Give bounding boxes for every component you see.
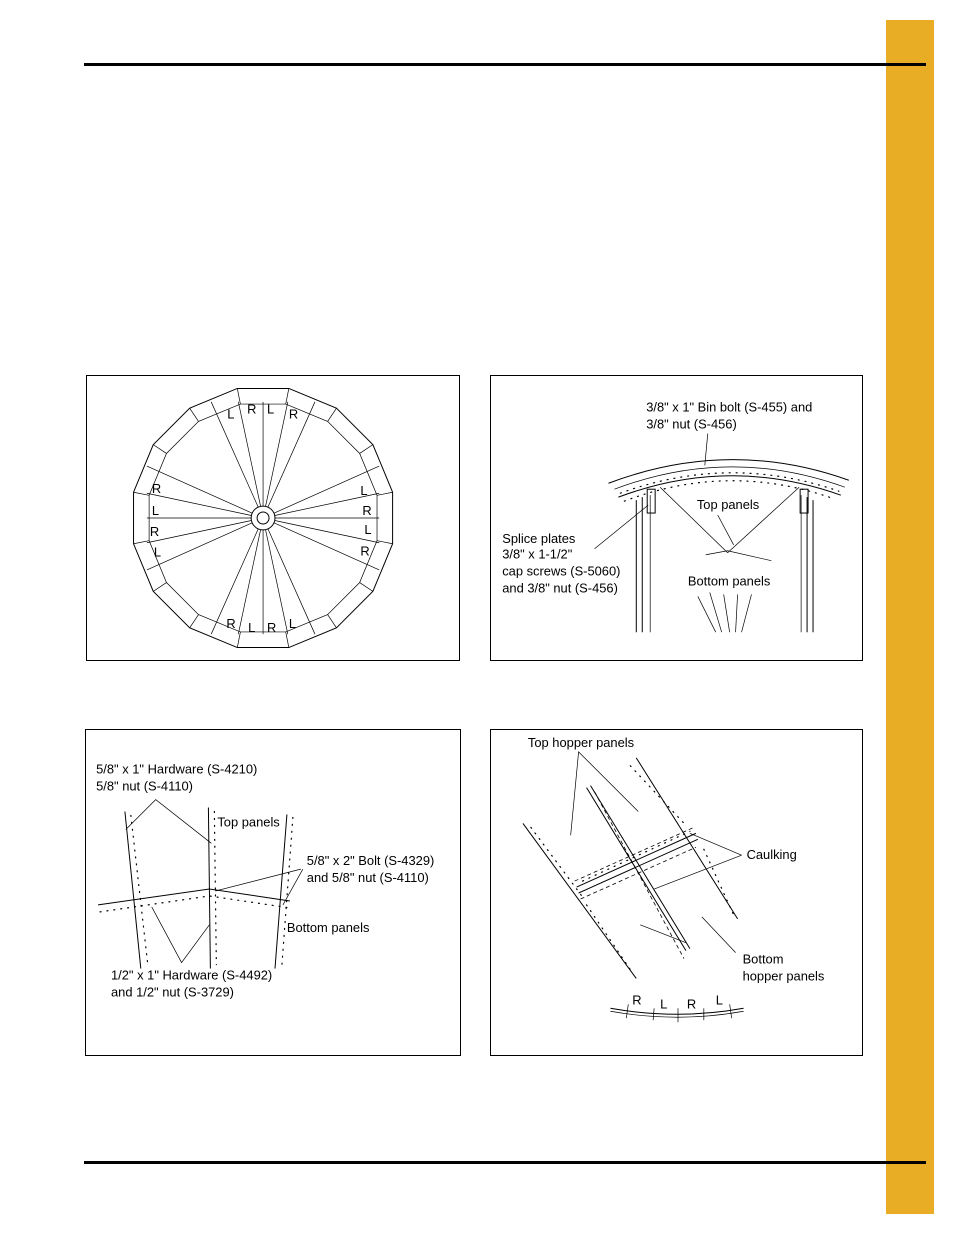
corner-link <box>190 408 199 421</box>
bottom-panels-label: Bottom panels <box>286 919 370 935</box>
figure-hopper-layout <box>86 375 460 661</box>
splice-label-2: 3/8" x 1-1/2" <box>502 546 573 562</box>
side-tab <box>886 20 934 1214</box>
figure-panel-splice <box>490 375 863 661</box>
bin-bolt-label-1: 3/8" x 1" Bin bolt (S-455) and <box>646 399 813 415</box>
horizontal-seam <box>98 889 290 905</box>
splice-label-1: Splice plates <box>502 530 576 546</box>
arc-tick-2 <box>653 1008 654 1020</box>
arc-label-2: L <box>660 996 668 1012</box>
hw12-label-1: 1/2" x 1" Hardware (S-4492) <box>110 967 273 983</box>
corner-link <box>237 388 240 404</box>
hw58-label-2: 5/8" nut (S-4110) <box>96 778 193 794</box>
label-bottom-4: L <box>288 616 297 632</box>
label-left-2: L <box>151 503 160 519</box>
panel-seam <box>211 402 258 507</box>
bolt-label-2: and 5/8" nut (S-4110) <box>306 870 429 886</box>
figure-hardware <box>85 729 461 1056</box>
hopper-arc <box>610 1008 743 1014</box>
label-top-4: R <box>288 406 299 422</box>
ring-outer-curve <box>608 460 848 484</box>
label-top-2: R <box>247 401 257 417</box>
bottom-hopper-leader-1 <box>640 925 686 943</box>
panel-seam <box>266 530 288 635</box>
panel-seam <box>147 493 252 515</box>
top-panels-label: Top panels <box>696 497 760 513</box>
corner-link <box>153 445 166 454</box>
holes-center <box>214 811 216 964</box>
corner-link <box>328 615 337 628</box>
label-top-3: L <box>267 401 275 417</box>
label-right-3: L <box>364 521 372 537</box>
bottom-hopper-leader-2 <box>702 917 736 953</box>
panel-seam <box>147 520 252 542</box>
bottom-panel-line-4 <box>742 594 752 632</box>
corner-link <box>360 445 373 454</box>
arc-label-1: R <box>632 992 642 1008</box>
corner-link <box>190 615 199 628</box>
bottom-panels-label: Bottom panels <box>687 573 771 589</box>
hardware-diagram <box>86 730 460 1055</box>
top-hopper-leader <box>571 752 639 835</box>
holes-right <box>282 817 293 964</box>
panel-seam <box>238 402 260 507</box>
horizontal-holes <box>100 896 290 912</box>
label-right-4: R <box>360 543 370 559</box>
label-bottom-3: R <box>267 620 277 636</box>
corner-link <box>377 541 393 544</box>
panel-outer-left <box>523 823 636 978</box>
corner-link <box>328 408 337 421</box>
cross-seam-2 <box>579 839 698 893</box>
bottom-hopper-label-1: Bottom <box>742 951 784 967</box>
hopper-panel-seams <box>147 402 379 634</box>
label-right-2: R <box>362 503 372 519</box>
hw12-leader <box>152 907 210 963</box>
hopper-layout-diagram <box>87 376 459 660</box>
hopper-center-ring <box>251 506 275 530</box>
holes-right-upper <box>630 766 686 826</box>
panel-seam-main-2 <box>591 786 690 949</box>
splice-label-3: cap screws (S-5060) <box>502 563 621 579</box>
label-top-1: L <box>227 406 235 422</box>
arc-label-3: R <box>686 996 697 1012</box>
hw58-leader <box>126 800 211 844</box>
top-panels-leader <box>718 515 734 545</box>
label-right-1: L <box>360 483 368 499</box>
panel-edge-center <box>208 808 210 969</box>
panel-seam <box>147 523 252 570</box>
caulking-leader-2 <box>654 855 741 889</box>
holes-cross <box>583 831 690 881</box>
corner-link <box>237 632 240 648</box>
corner-link <box>286 388 289 404</box>
bottom-panel-line-5 <box>698 596 716 632</box>
bolt-label-1: 5/8" x 2" Bolt (S-4329) <box>306 853 435 869</box>
bottom-hopper-label-2: hopper panels <box>742 968 825 984</box>
cross-seam-dashed-2 <box>581 847 696 899</box>
hopper-center-hole <box>257 512 269 524</box>
label-left-4: L <box>153 544 162 560</box>
panel-edge-right <box>275 814 287 968</box>
splice-leader <box>595 505 649 549</box>
corner-link <box>153 583 166 592</box>
holes-left <box>131 815 148 964</box>
bottom-panel-line-1 <box>710 592 722 632</box>
footer-rule <box>84 1161 926 1164</box>
hw12-label-2: and 1/2" nut (S-3729) <box>110 984 234 1000</box>
panel-seam-dashed <box>595 792 684 959</box>
bottom-panel-line-3 <box>736 594 738 632</box>
header-rule <box>84 63 926 66</box>
arc-tick-5 <box>730 1004 732 1018</box>
corner-link <box>134 492 150 495</box>
ring-inner-curve <box>618 476 840 497</box>
arc-label-4: L <box>715 992 723 1008</box>
bottom-panel-edge <box>706 551 772 561</box>
bolt-leader-2 <box>283 869 303 905</box>
cross-seam-dashed <box>575 827 694 881</box>
figure-caulking <box>490 729 863 1056</box>
bottom-panel-line-2 <box>724 594 730 632</box>
caulking-diagram <box>491 730 862 1055</box>
panel-edge-left <box>125 811 141 968</box>
panel-seam <box>238 530 260 635</box>
label-left-1: R <box>151 481 162 497</box>
caulking-label: Caulking <box>746 847 797 863</box>
corner-link <box>286 632 289 648</box>
panel-splice-diagram <box>491 376 862 660</box>
top-panels-label: Top panels <box>217 814 280 830</box>
panel-seam <box>147 466 252 513</box>
label-left-3: R <box>149 523 160 539</box>
caulking-leader-1 <box>690 833 742 855</box>
panel-seam <box>266 402 288 507</box>
holes-left-upper <box>531 827 583 897</box>
splice-label-4: and 3/8" nut (S-456) <box>502 580 618 596</box>
corner-link <box>360 583 373 592</box>
label-bottom-2: L <box>248 620 256 636</box>
bin-bolt-label-2: 3/8" nut (S-456) <box>646 416 737 432</box>
hw58-label-1: 5/8" x 1" Hardware (S-4210) <box>96 761 258 777</box>
label-bottom-1: R <box>226 616 236 632</box>
holes-left-lower <box>587 905 633 973</box>
corner-link <box>134 541 150 544</box>
top-hopper-label: Top hopper panels <box>527 734 635 750</box>
corner-link <box>377 492 393 495</box>
cross-seam-1 <box>577 833 696 887</box>
